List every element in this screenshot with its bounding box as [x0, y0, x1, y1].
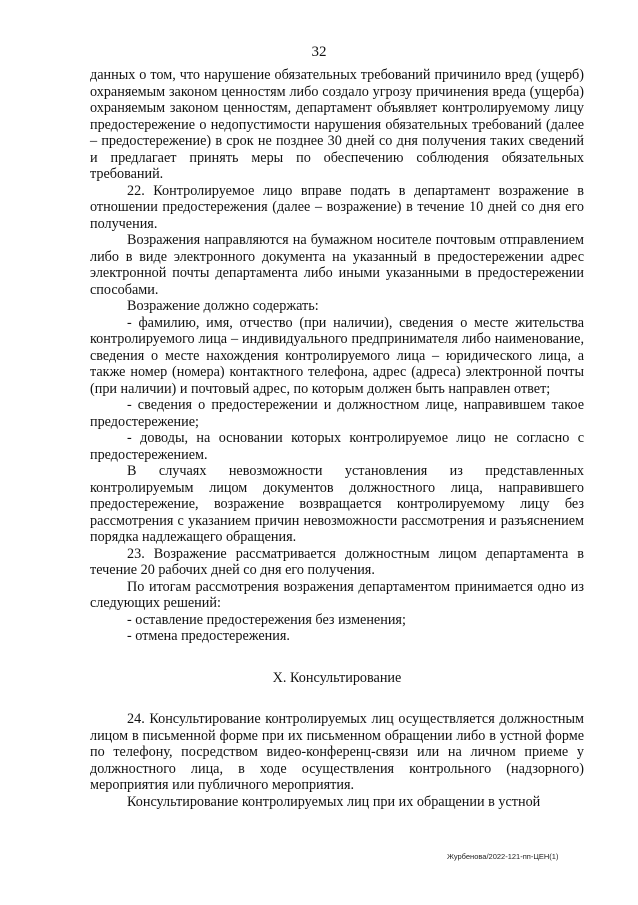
- list-item-keep-warning: - оставление предостережения без изменения;: [127, 611, 406, 628]
- list-item-cancel-warning: - отмена предостережения.: [127, 628, 290, 644]
- document-code: Журбенова/2022-121-пп-ЦЕН(1): [447, 852, 559, 861]
- paragraph-item-22: 22. Контролируемое лицо вправе подать в департамент возражение в отношении предостережения (далее – возражение) в течение 10 дней со дня его получения.: [90, 182, 584, 232]
- paragraph-continuation: данных о том, что нарушение обязательных требований причинило вред (ущерб) охраняемым законом ценностям либо создало угрозу причинения вреда (ущерба) охраняемым законом ценностям, департамент объявляет контролируемому лицу предостережение о недопустимости нарушения обязательных требований (далее – предостережение) в срок не позднее 30 дней со дня получения таких сведений и предлагает принять меры по обеспечению соблюдения обязательных требований.: [90, 67, 584, 182]
- paragraph-objection-contents: Возражение должно содержать:: [127, 298, 319, 314]
- page-number: 32: [311, 44, 327, 60]
- section-heading: X. Консультирование: [272, 669, 402, 686]
- document-body: [90, 67, 584, 810]
- paragraph-item-24: 24. Консультирование контролируемых лиц осуществляется должностным лицом в письменной форме при их письменном обращении либо в устной форме по телефону, посредством видео-конференц-связи или на личном приеме у должностного лица, в ходе осуществления контрольного (надзорного) мероприятия или публичного мероприятия.: [90, 711, 584, 793]
- paragraph-return-cases: В случаях невозможности установления из представленных контролируемым лицом документов должностного лица, направившего предостережение, возражение возвращается контролируемому лицу без рассмотрения с указанием причин невозможности рассмотрения и разъяснением порядка надлежащего обращения.: [90, 463, 584, 545]
- list-item-arguments: - доводы, на основании которых контролируемое лицо не согласно с предостережением.: [90, 430, 584, 463]
- list-item-warning-info: - сведения о предостережении и должностном лице, направившем такое предостережение;: [90, 397, 584, 430]
- paragraph-item-23: 23. Возражение рассматривается должностным лицом департамента в течение 20 рабочих дней со дня его получения.: [90, 545, 584, 578]
- paragraph-oral-consulting: Консультирование контролируемых лиц при их обращении в устной: [127, 793, 541, 810]
- list-item-name-info: - фамилию, имя, отчество (при наличии), сведения о месте жительства контролируемого лица – индивидуального предпринимателя либо наименование, сведения о месте нахождения контролируемого лица – юридического лица, а также номер (номера) контактного телефона, адрес (адреса) электронной почты (при наличии) и почтовый адрес, по которым должен быть направлен ответ;: [90, 314, 584, 397]
- paragraph-objections-delivery: Возражения направляются на бумажном носителе почтовым отправлением либо в виде электронного документа на указанный в предостережении адрес электронной почты департамента либо иными указанными в предостережении способами.: [90, 232, 584, 298]
- paragraph-decisions: По итогам рассмотрения возражения департаментом принимается одно из следующих решений:: [90, 578, 584, 611]
